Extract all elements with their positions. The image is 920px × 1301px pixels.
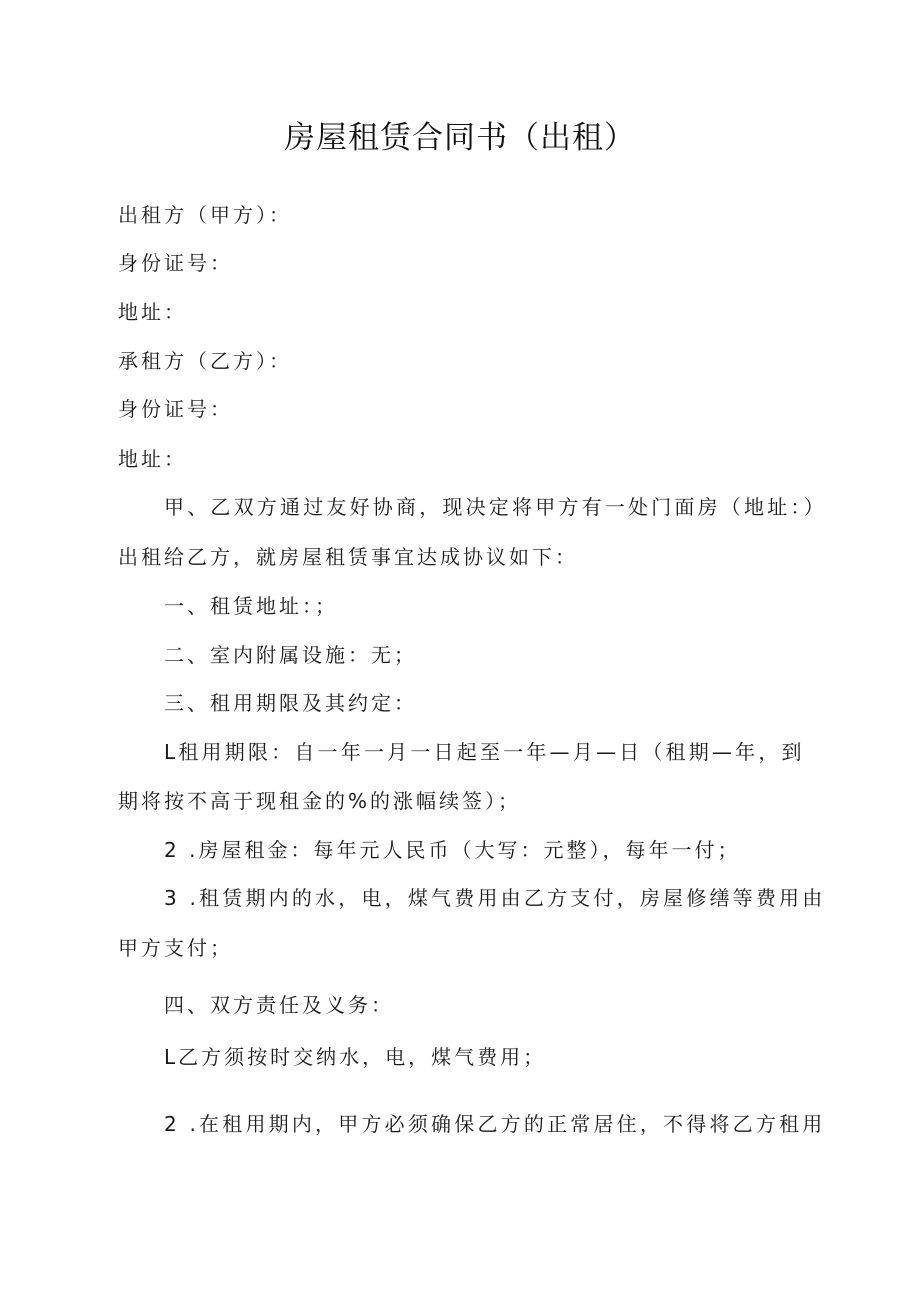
- term-item-2: 2 .房屋租金：每年元人民币（大写：元整），每年一付；: [164, 838, 741, 862]
- lessee-id-number-line: 身份证号：: [118, 397, 233, 421]
- preamble-line-2: 出租给乙方，就房屋租赁事宜达成协议如下：: [118, 545, 578, 569]
- clause-facilities: 二、室内附属设施：无；: [164, 643, 417, 667]
- term-item-1-line-1: L租用期限：自一年一月一日起至一年—月—日（租期—年，到: [164, 740, 805, 764]
- obligation-item-2-line-1: 2 .在租用期内，甲方必须确保乙方的正常居住，不得将乙方租用: [164, 1112, 826, 1136]
- clause-obligations-heading: 四、双方责任及义务：: [164, 993, 394, 1017]
- lessor-id-number-line: 身份证号：: [118, 251, 233, 275]
- lessor-address-line: 地址：: [118, 300, 187, 324]
- document-title: 房屋租赁合同书（出租）: [284, 120, 636, 156]
- clause-rental-address: 一、租赁地址：；: [164, 594, 338, 618]
- term-item-3-line-2: 甲方支付；: [118, 936, 233, 960]
- lessee-address-line: 地址：: [118, 447, 187, 471]
- lessor-party-line: 出租方（甲方）：: [118, 203, 292, 227]
- term-item-3-line-1: 3 .租赁期内的水，电，煤气费用由乙方支付，房屋修缮等费用由: [164, 886, 826, 910]
- term-item-1-line-2: 期将按不高于现租金的%的涨幅续签）；: [118, 789, 522, 813]
- preamble-line-1: 甲、乙双方通过友好协商，现决定将甲方有一处门面房（地址：）: [164, 495, 827, 519]
- obligation-item-1: L乙方须按时交纳水，电，煤气费用；: [164, 1045, 547, 1069]
- lessee-party-line: 承租方（乙方）：: [118, 349, 292, 373]
- clause-term-heading: 三、租用期限及其约定：: [164, 691, 417, 715]
